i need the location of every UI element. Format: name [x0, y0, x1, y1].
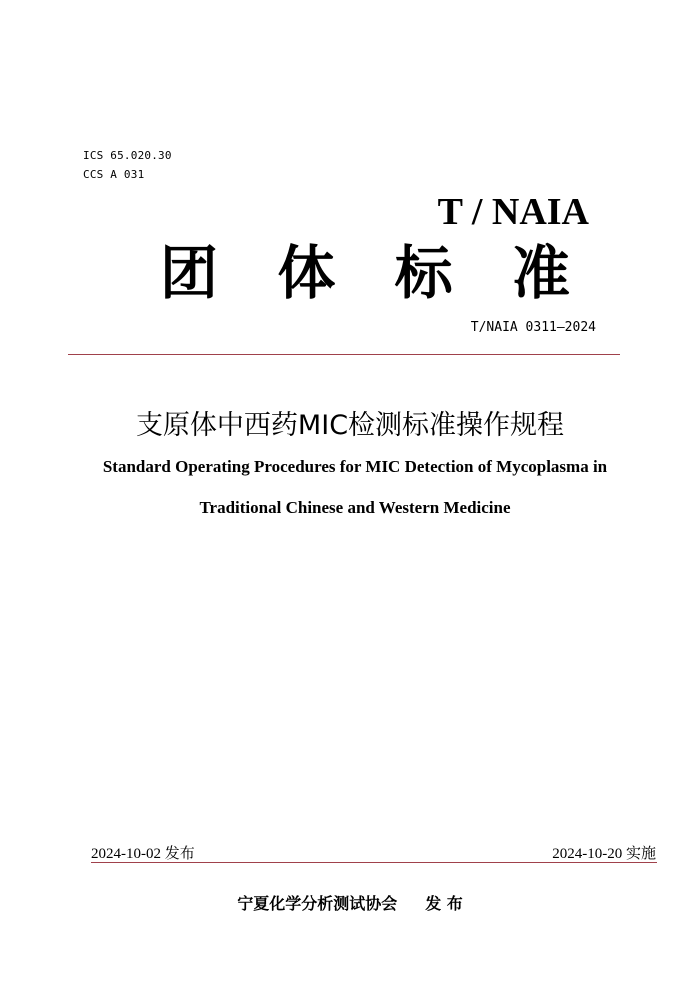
publisher-name: 宁夏化学分析测试协会	[237, 894, 398, 913]
footer-divider	[91, 862, 657, 863]
standard-type-char: 团	[160, 239, 219, 307]
ccs-code: CCS A 031	[83, 168, 145, 181]
issue-date: 2024-10-02 发布	[91, 846, 195, 862]
english-title-line-2: Traditional Chinese and Western Medicine	[199, 498, 511, 517]
implementation-date: 2024-10-20 实施	[552, 846, 656, 862]
chinese-title: 支原体中西药MIC检测标准操作规程	[135, 410, 565, 441]
standard-type-char: 标	[394, 239, 453, 307]
english-title-line-1: Standard Operating Procedures for MIC Detection of Mycoplasma in	[102, 457, 608, 476]
standard-type-char: 体	[277, 239, 336, 307]
header-divider	[68, 354, 620, 355]
publish-action: 发 布	[425, 894, 463, 913]
standard-type-title	[160, 238, 570, 308]
standard-series: T / NAIA	[437, 191, 589, 233]
publisher-line	[0, 891, 700, 914]
standard-number: T/NAIA 0311—2024	[470, 320, 596, 335]
standard-type-char: 准	[511, 239, 570, 307]
ics-code: ICS 65.020.30	[83, 149, 172, 162]
